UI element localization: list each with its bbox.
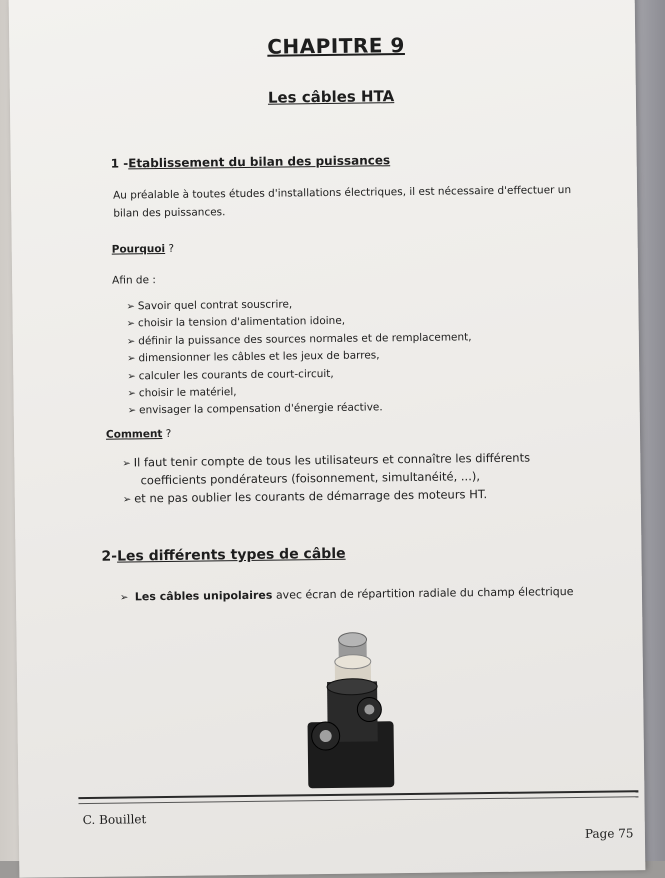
question-comment bbox=[106, 428, 171, 441]
list-item: ➢ et ne pas oublier les courants de démarrage des moteurs HT. bbox=[123, 486, 531, 509]
afin-de-label: Afin de : bbox=[112, 274, 156, 287]
footer-author: C. Bouillet bbox=[82, 812, 147, 828]
list-item: ➢ Il faut tenir compte de tous les utilisateurs et connaître les différents bbox=[122, 450, 530, 473]
list-item: ➢ définir la puissance des sources normales et de remplacement, bbox=[127, 329, 472, 351]
list-item: ➢ choisir le matériel, bbox=[127, 381, 472, 403]
how-list bbox=[122, 450, 530, 509]
question-comment-label: Comment bbox=[105, 428, 163, 441]
list-item-continuation: coefficients pondérateurs (foisonnement, simultanéité, ...), bbox=[140, 469, 481, 488]
section2-title: Les différents types de câble bbox=[116, 545, 346, 565]
list-item: ➢ calculer les courants de court-circuit, bbox=[127, 364, 472, 386]
question-pourquoi-label: Pourquoi bbox=[111, 242, 166, 256]
list-item: ➢ Savoir quel contrat souscrire, bbox=[126, 294, 471, 316]
document-page bbox=[9, 0, 646, 878]
chapter-title: CHAPITRE 9 bbox=[267, 33, 405, 59]
question-pourquoi bbox=[112, 243, 174, 256]
list-item: ➢ envisager la compensation d'énergie réactive. bbox=[128, 399, 473, 421]
section2-heading bbox=[101, 546, 345, 565]
cable-photo bbox=[296, 621, 408, 792]
question-mark-1: ? bbox=[165, 242, 175, 255]
question-mark-2: ? bbox=[162, 427, 172, 441]
conductor-end bbox=[338, 633, 366, 647]
list-item: ➢ choisir la tension d'alimentation idoine, bbox=[127, 312, 472, 334]
chapter-subtitle: Les câbles HTA bbox=[267, 87, 395, 107]
cable-type-rest: avec écran de répartition radiale du champ électrique bbox=[272, 585, 574, 602]
screen-end bbox=[327, 678, 377, 695]
section1-title: Etablissement du bilan des puissances bbox=[128, 153, 391, 171]
cable-description bbox=[120, 585, 574, 604]
cable-type-bold: Les câbles unipolaires bbox=[134, 588, 273, 604]
insulation-end bbox=[335, 654, 371, 668]
section1-number: 1 - bbox=[110, 156, 129, 171]
page-number: Page 75 bbox=[584, 826, 634, 841]
list-item: ➢ dimensionner les câbles et les jeux de barres, bbox=[127, 346, 472, 368]
section2-number: 2- bbox=[101, 548, 118, 565]
section1-paragraph: Au préalable à toutes études d'installations électriques, il est nécessaire d'effectuer un bilan des puissances. bbox=[112, 184, 572, 220]
section1-heading bbox=[111, 153, 391, 170]
reasons-list bbox=[126, 294, 472, 420]
